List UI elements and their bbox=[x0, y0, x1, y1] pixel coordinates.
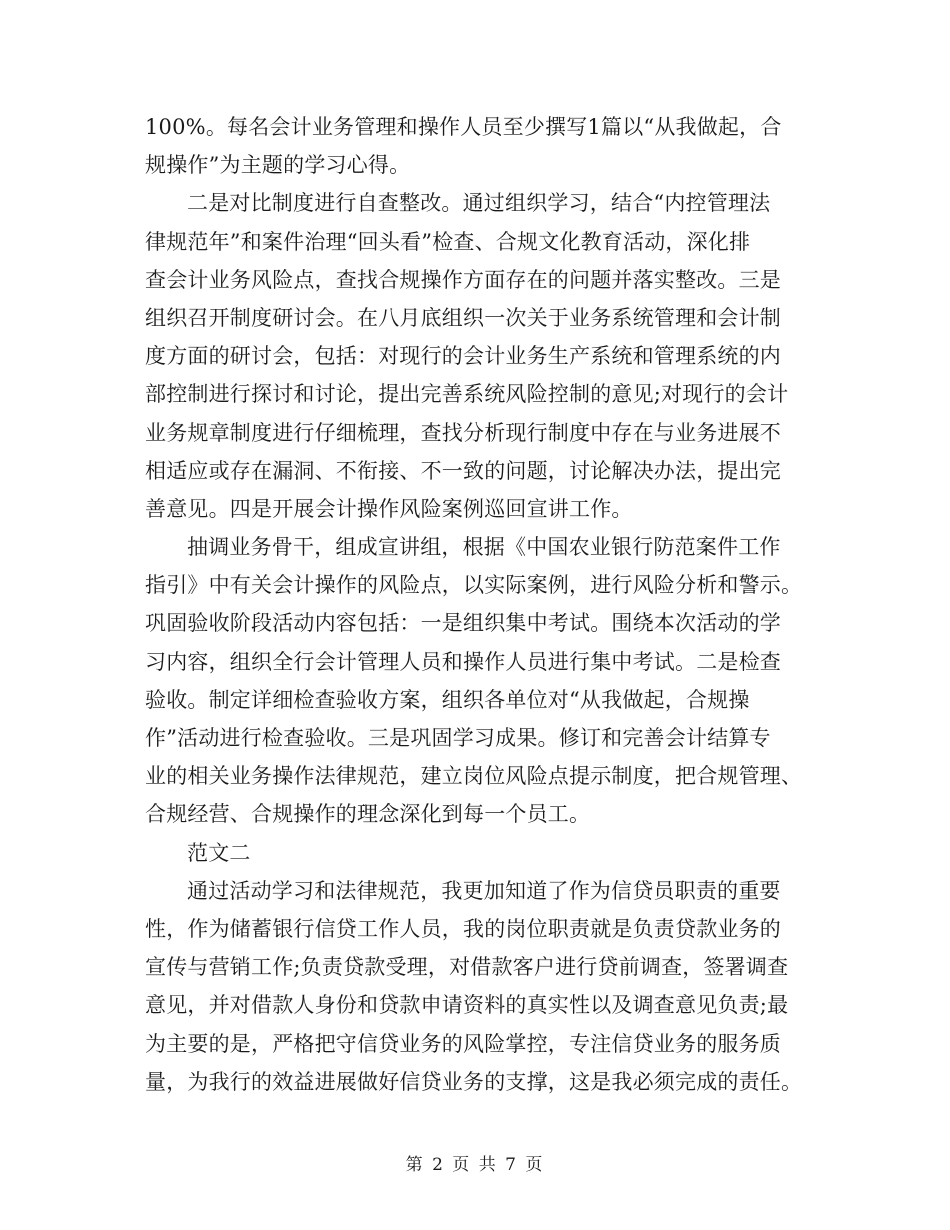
text-line: 100%。每名会计业务管理和操作人员至少撰写1篇以“从我做起，合 bbox=[145, 115, 782, 139]
text-line: 验收。制定详细检查验收方案，组织各单位对“从我做起，合规操 bbox=[145, 687, 750, 712]
text-line: 业务规章制度进行仔细梳理，查找分析现行制度中存在与业务进展不 bbox=[145, 420, 781, 445]
document-body bbox=[145, 108, 813, 1101]
text-line: 度方面的研讨会，包括：对现行的会计业务生产系统和管理系统的内 bbox=[145, 344, 781, 369]
page-number: 第 2 页 共 7 页 bbox=[405, 1155, 545, 1175]
text-line: 为主要的是，严格把守信贷业务的风险掌控，专注信贷业务的服务质 bbox=[145, 1031, 781, 1056]
text-line: 抽调业务骨干，组成宣讲组，根据《中国农业银行防范案件工作 bbox=[187, 535, 781, 560]
text-line: 意见，并对借款人身份和贷款申请资料的真实性以及调查意见负责;最 bbox=[145, 993, 789, 1018]
text-line: 巩固验收阶段活动内容包括：一是组织集中考试。围绕本次活动的学 bbox=[145, 611, 781, 636]
text-line: 善意见。四是开展会计操作风险案例巡回宣讲工作。 bbox=[145, 496, 633, 521]
text-line: 作”活动进行检查验收。三是巩固学习成果。修订和完善会计结算专 bbox=[145, 726, 771, 750]
text-line: 查会计业务风险点，查找合规操作方面存在的问题并落实整改。三是 bbox=[145, 267, 781, 292]
text-line: 部控制进行探讨和讨论，提出完善系统风险控制的意见;对现行的会计 bbox=[145, 382, 789, 407]
text-line: 相适应或存在漏洞、不衔接、不一致的问题，讨论解决办法，提出完 bbox=[145, 458, 781, 483]
text-line: 组织召开制度研讨会。在八月底组织一次关于业务系统管理和会计制 bbox=[145, 305, 781, 330]
text-line: 宣传与营销工作;负责贷款受理，对借款客户进行贷前调查，签署调查 bbox=[145, 955, 789, 980]
text-line: 规操作”为主题的学习心得。 bbox=[145, 153, 411, 178]
text-line: 业的相关业务操作法律规范，建立岗位风险点提示制度，把合规管理、 bbox=[145, 764, 803, 789]
text-line: 二是对比制度进行自查整改。通过组织学习，结合“内控管理法 bbox=[187, 191, 771, 216]
text-line: 指引》中有关会计操作的风险点，以实际案例，进行风险分析和警示。 bbox=[145, 573, 803, 598]
text-line: 习内容，组织全行会计管理人员和操作人员进行集中考试。二是检查 bbox=[145, 649, 781, 674]
text-line: 范文二 bbox=[187, 840, 251, 865]
text-line: 合规经营、合规操作的理念深化到每一个员工。 bbox=[145, 802, 591, 827]
text-line: 通过活动学习和法律规范，我更加知道了作为信贷员职责的重要 bbox=[187, 878, 781, 903]
text-line: 量，为我行的效益进展做好信贷业务的支撑，这是我必须完成的责任。 bbox=[145, 1069, 803, 1094]
text-line: 律规范年”和案件治理“回头看”检查、合规文化教育活动，深化排 bbox=[145, 229, 751, 254]
text-line: 性，作为储蓄银行信贷工作人员，我的岗位职责就是负责贷款业务的 bbox=[145, 916, 781, 941]
